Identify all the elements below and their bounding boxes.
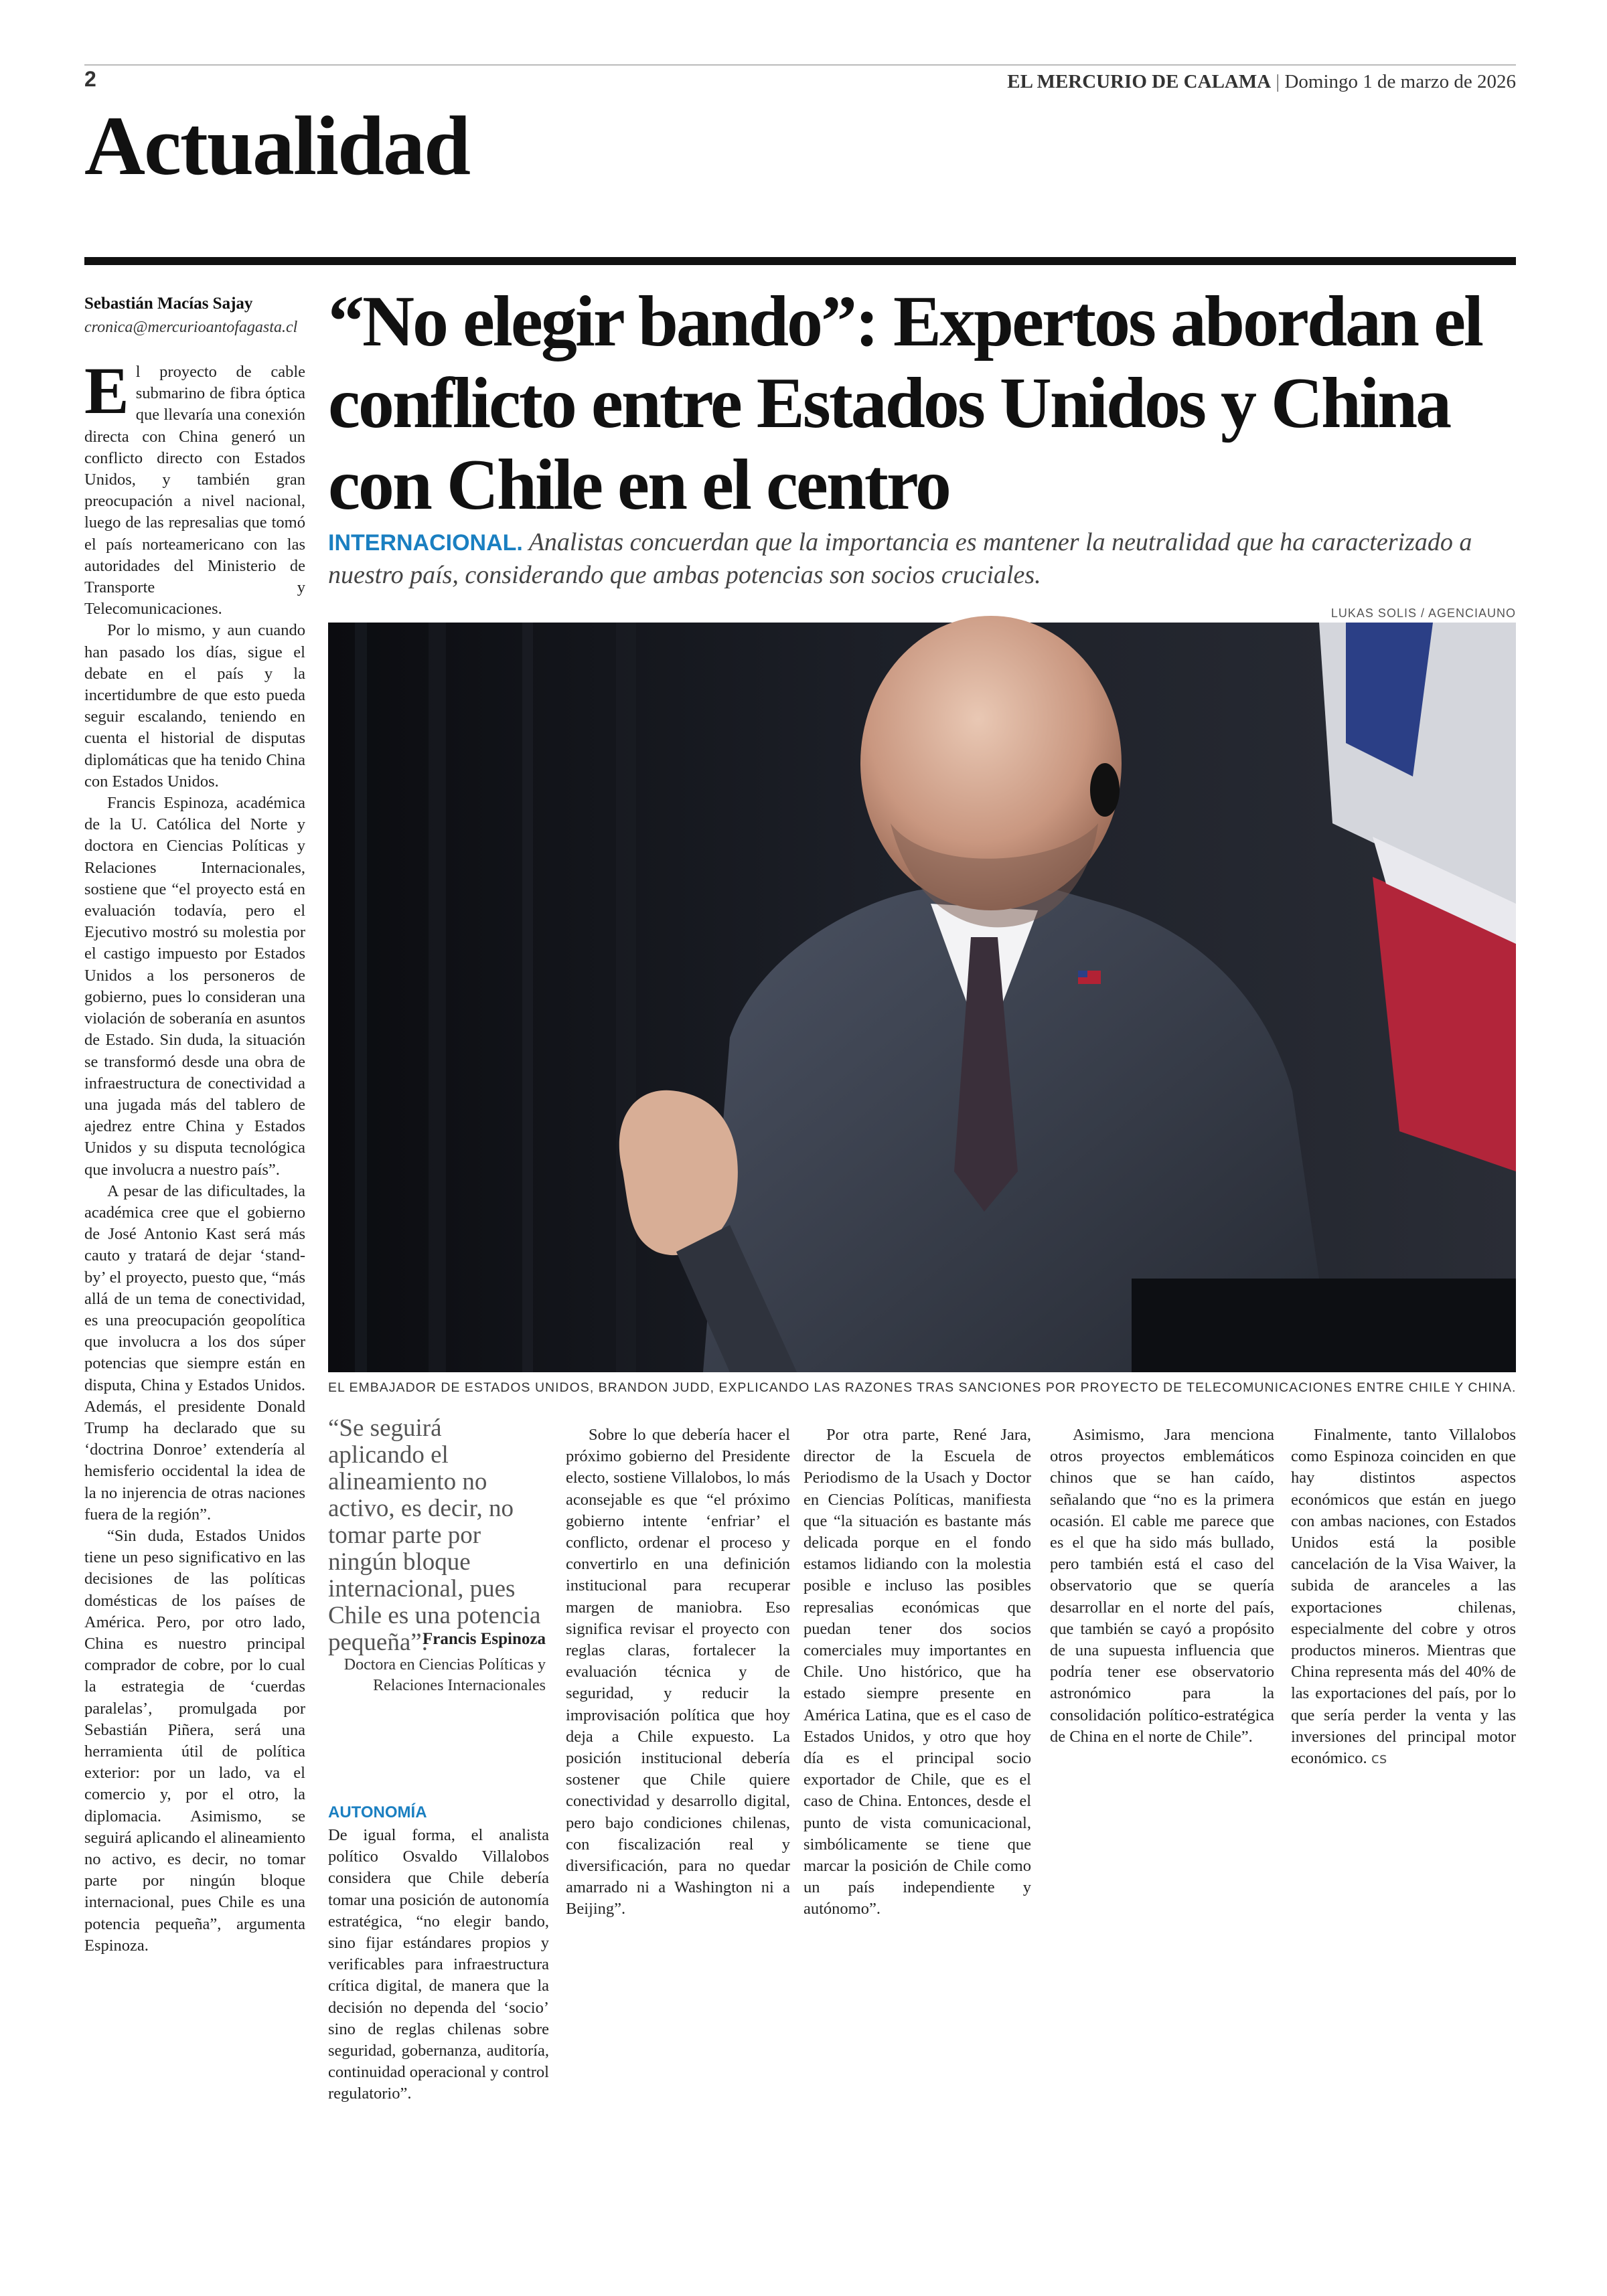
paragraph-9: Asimismo, Jara menciona otros proyectos emblemáticos chinos que se han caído, señalando que “no es la primera ocasión. El cable me parece que es el que ha sido más bullado, pero también está el caso del observatorio que se quería desarrollar en el norte del país, que también se cayó a propósito de una supuesta influencia que podría tener ese observatorio astronómico para la consolidación político-estratégica de China en el norte de Chile”. xyxy=(1050,1426,1274,1746)
publication-name: EL MERCURIO DE CALAMA xyxy=(1007,71,1272,92)
article-photo xyxy=(328,623,1516,1372)
end-mark-icon: cs xyxy=(1371,1750,1387,1768)
paragraph-8: Por otra parte, René Jara, director de la Escuela de Periodismo de la Usach y Doctor en Ciencias Políticas, manifiesta que “la situación es bastante más delicada porque en el fondo estamos lidiando con la molestia posible e incluso las posibles represalias económicas que puedan tener dos socios comerciales muy importantes en Chile. Uno histórico, que ha estado siempre presente en América Latina, que es el caso de Estados Unidos, y otro que hoy día es el principal socio exportador de Chile, que es el caso de China. Entonces, desde el punto de vista comunicacional, simbólicamente se tiene que marcar la posición de Chile como un país independiente y autónomo”. xyxy=(804,1426,1031,1918)
photo-credit: LUKAS SOLIS / AGENCIAUNO xyxy=(1330,606,1516,620)
photo-caption: EL EMBAJADOR DE ESTADOS UNIDOS, BRANDON JUDD, EXPLICANDO LAS RAZONES TRAS SANCIONES POR PROYECTO DE TELECOMUNICACIONES ENTRE CHILE Y CHINA. xyxy=(328,1380,1517,1395)
article-column-3 xyxy=(566,1424,790,1920)
publication-date: Domingo 1 de marzo de 2026 xyxy=(1284,71,1516,92)
article-column-1 xyxy=(84,353,305,1955)
paragraph-10 xyxy=(1291,1424,1516,1770)
top-rule xyxy=(84,64,1516,66)
drop-cap: E xyxy=(84,353,129,428)
section-title: Actualidad xyxy=(84,100,470,193)
page-number: 2 xyxy=(84,67,96,91)
masthead-separator: | xyxy=(1276,71,1280,92)
article-column-5 xyxy=(1050,1424,1274,1748)
pull-quote: “Se seguirá aplicando el alineamiento no activo, es decir, no tomar parte por ningún bloque internacional, pues Chile es una potencia pequeña”. xyxy=(328,1414,541,1656)
deck-kicker: INTERNACIONAL. xyxy=(328,530,523,556)
paragraph-2: Por lo mismo, y aun cuando han pasado los días, sigue el debate en el país y la incertidumbre de que esto pueda seguir escalando, teniendo en cuenta el historial de disputas diplomáticas que ha tenido China con Estados Unidos. xyxy=(84,621,305,791)
paragraph-7: Sobre lo que debería hacer el próximo gobierno del Presidente electo, sostiene Villalobos, lo más aconsejable es que “el próximo gobierno intente ‘enfriar’ el conflicto, ordenar el proceso y convertirlo en una definición institucional para recuperar margen de maniobra. Eso significa revisar el proyecto con reglas claras, fortalecer la evaluación técnica y de seguridad, y reducir la improvisación política que hoy deja a Chile expuesto. La posición institucional debería sostener que Chile quiere conectividad y desarrollo digital, pero bajo condiciones chilenas, con fiscalización real y diversificación, para no quedar amarrado ni a Washington ni a Beijing”. xyxy=(566,1426,790,1918)
article-column-6 xyxy=(1291,1424,1516,1770)
section-rule xyxy=(84,257,1516,265)
pull-quote-name: Francis Espinoza xyxy=(422,1630,546,1648)
article-column-4 xyxy=(804,1424,1031,1920)
paragraph-5: “Sin duda, Estados Unidos tiene un peso significativo en las decisiones de las políticas domésticas de los países de América. Pero, por otro lado, China es nuestro principal comprador de cobre, por lo cual la estrategia de ‘cuerdas paralelas’, promulgada por Sebastián Piñera, será una herramienta útil de política exterior: por un lado, va el comercio y, por el otro, la diplomacia. Asimismo, se seguirá aplicando el alineamiento no activo, es decir, no tomar parte por ningún bloque internacional, pues Chile es una potencia pequeña”, argumenta Espinoza. xyxy=(84,1526,305,1955)
paragraph-10-text: Finalmente, tanto Villalobos como Espinoza coinciden en que hay distintos aspectos económicos que están en juego con ambas naciones, con Estados Unidos está la posible cancelación de la Visa Waiver, la subida de aranceles a las exportaciones chilenas, especialmente del cobre y otros productos mineros. Mientras que China representa más del 40% de las exportaciones del país, por lo que sería perder la venta y las inversiones del principal motor económico. xyxy=(1291,1426,1516,1768)
paragraph-1 xyxy=(84,353,305,620)
pull-quote-role: Doctora en Ciencias Políticas y Relaciones Internacionales xyxy=(343,1656,546,1694)
deck xyxy=(328,526,1507,591)
deck-text: Analistas concuerdan que la importancia es mantener la neutralidad que ha caracterizado a nuestro país, considerando que ambas potencias son socios cruciales. xyxy=(328,528,1472,589)
ambassador-photo-illustration xyxy=(328,623,1516,1372)
subhead-autonomia: AUTONOMÍA xyxy=(328,1803,427,1821)
paragraph-3: Francis Espinoza, académica de la U. Católica del Norte y doctora en Ciencias Políticas y Relaciones Internacionales, sostiene que “el proyecto está en evaluación todavía, pero el Ejecutivo mostró su molestia por el castigo impuesto por Estados Unidos a los personeros de gobierno, pues lo consideran una violación de soberanía en asuntos de Estado. Sin duda, la situación se transformó desde una obra de infraestructura de conectividad a una jugada más del tablero de ajedrez entre China y Estados Unidos y su disputa tecnológica que involucra a nuestro país”. xyxy=(84,794,305,1179)
byline-email[interactable]: cronica@mercurioantofagasta.cl xyxy=(84,319,298,336)
byline-author: Sebastián Macías Sajay xyxy=(84,295,253,313)
paragraph-4: A pesar de las dificultades, la académica cree que el gobierno de José Antonio Kast será más cauto y tratará de dejar ‘stand-by’ el proyecto, puesto que, “más allá de un tema de conectividad, es una preocupación geopolítica que involucra a los dos súper potencias que siempre están en disputa, China y Estados Unidos. Además, el presidente Donald Trump ha declarado que su ‘doctrina Donroe’ extendería al hemisferio occidental la idea de la no injerencia de otras naciones fuera de la región”. xyxy=(84,1181,305,1524)
masthead xyxy=(1007,71,1516,93)
paragraph-1-text: l proyecto de cable submarino de fibra óptica que llevaría una conexión directa con China generó un conflicto directo con Estados Unidos, y también gran preocupación a nivel nacional, luego de las represalias que tomó el país norteamericano con las autoridades del Ministerio de Transporte y Telecomunicaciones. xyxy=(84,363,305,619)
paragraph-6: De igual forma, el analista político Osvaldo Villalobos considera que Chile debería tomar una posición de autonomía estratégica, “no elegir bando, sino fijar estándares propios y verificables para infraestructura crítica digital, de manera que la decisión no dependa del ‘socio’ sino de reglas chilenas sobre seguridad, gobernanza, auditoría, continuidad operacional y control regulatorio”. xyxy=(328,1826,549,2103)
article-column-2 xyxy=(328,1825,549,2105)
headline: “No elegir bando”: Expertos abordan el conflicto entre Estados Unidos y China con Chile en el centro xyxy=(328,282,1482,525)
